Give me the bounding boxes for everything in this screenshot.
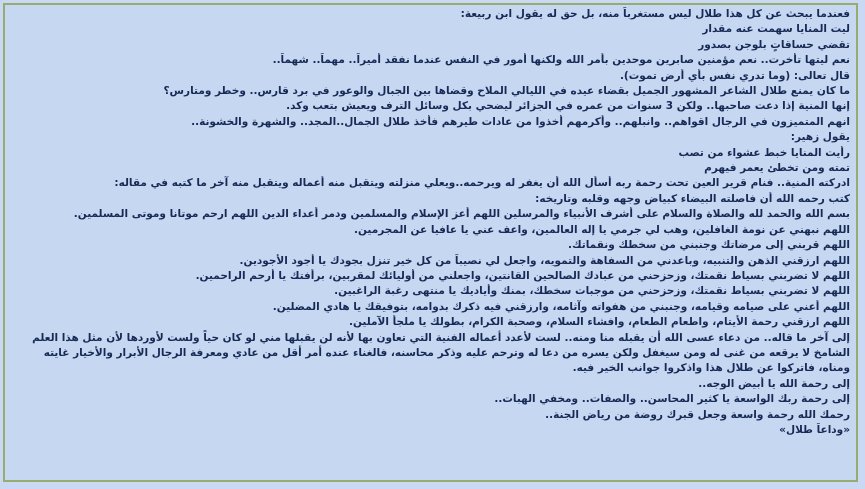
poem-verse: تقضي حساقاتٍ بلوجن بصدور	[698, 38, 850, 51]
text-line: انهم المتميزون في الرجال اقواهم.. وانبلهم.. وأكرمهم أخذوا من عادات طيرهم فأخذ طلال الجمال..المجد.. والشهرة والخشونة..	[191, 115, 850, 128]
farewell-line: «وداعاً طلال»	[779, 423, 850, 436]
poem-verse: ليت المنايا سهمت عنه مقدار	[702, 23, 850, 36]
prayer-line: اللهم أعني على صيامه وقيامه، وجنبني من هفواته وآثامه، وارزقني فيه ذكرك بدوامه، بتوفيقك يا هادي المضلين.	[272, 300, 850, 313]
text-line: رحمك الله رحمة واسعة وجعل قبرك روضة من رياض الجنة..	[545, 408, 850, 421]
prayer-line: بسم الله والحمد لله والصلاة والسلام على أشرف الأنبياء والمرسلين اللهم أعز الإسلام والمسلمين ودمر أعداء الدين اللهم ارحم موتانا وموتى المسلمين.	[73, 208, 850, 221]
text-line: فعندما يبحث عن كل هذا طلال ليس مستغرباً منه، بل حق له يقول ابن ربيعة:	[460, 8, 850, 20]
text-line: يقول زهير:	[790, 131, 850, 144]
article-body	[5, 5, 856, 438]
quran-quote: قال تعالى: (وما تدري نفس بأي أرض تموت).	[619, 69, 850, 82]
article-frame	[3, 3, 858, 482]
text-paragraph: إلى آخر ما قاله.. من دعاء عسى الله أن يقبله منا ومنه.. لست لأعدد أعماله الفنية التي تعاون بها لأنه لن يقبلها مني لو كان حياً ولست لأوردها لأن مثل هذا العلم الشامخ لا يرقعه من غنى له ومن سيغفل ولكن يسره من دعا له وترحم عليه وذكر محاسنه، فالغناء عنده أمر أقل من عادي ومعرفة الرجال الأبرار والأخيار غايته ومناه، فاتركوا عن طلال هذا واذكروا جوانب الخير فيه.	[32, 331, 850, 375]
poem-verse: تمته ومن تخطئ يعمر فيهرم	[704, 162, 850, 175]
prayer-line: اللهم لا تضربني بسياط نقمتك، وزحزحني من عبادك الصالحين القانتين، واجعلني من أوليائك لمقربين، برأفتك يا أرحم الراحمين.	[195, 269, 850, 282]
text-line: كتب رحمه الله أن فاصلته البيضاء كبياض وجهه وقلبه وتاريخه:	[535, 192, 850, 205]
prayer-line: اللهم ارزقني رحمة الأيتام، واطعام الطعام، وافشاء السلام، وصحبة الكرام، بطولك يا ملجأ الآملين.	[348, 316, 850, 329]
text-line: إلى رحمة ربك الواسعة يا كثير المحاسن.. والصفات.. ومخفي الهبات..	[494, 393, 850, 406]
poem-verse: رأيت المنايا خبط عشواء من تصب	[678, 146, 850, 159]
text-line: ما كان يمنع طلال الشاعر المشهور الجميل بقضاء عيده في الليالي الملاح وقضاها بين الجبال والوعور في برد قارس.. وخطر ومتارس؟	[163, 85, 850, 98]
prayer-line: اللهم قربني إلى مرضاتك وجنبني من سخطك ونقماتك.	[568, 239, 850, 252]
text-line: إنها المنية إذا دعت صاحبها.. ولكن 3 سنوات من عمره في الجزائر ليضحي بكل وسائل الترف ويعيش بتعب وكد.	[286, 100, 850, 113]
text-line: نعم ليتها تأخرت.. نعم مؤمنين صابرين موحدين بأمر الله ولكنها أمور في النفس عندما نفقد أميراً.. مهماً.. شهماً..	[272, 54, 850, 67]
prayer-line: اللهم نبهني عن نومة الغافلين، وهب لي جرمي يا إله العالمين، واعف عني يا عافيا عن المجرمين.	[353, 223, 850, 236]
text-line: ادركته المنية.. فنام قرير العين تحت رحمة ربه أسأل الله أن يغفر له ويرحمه..ويعلي منزلته ويتقبل منه أعماله ويتقبل منه آخر ما كتبه في مقاله:	[114, 177, 850, 190]
prayer-line: اللهم لا تضربني بسياط نقمتك، وزحزحني من موجبات سخطك، بمنك وأياديك يا منتهى رغبة الراغبين.	[334, 285, 850, 298]
text-line: إلى رحمة الله يا أبيض الوجه..	[698, 377, 850, 390]
prayer-line: اللهم ارزقني الذهن والتنبيه، وباعدني من السفاهة والتمويه، واجعل لي نصيباً من كل خير تنزل بجودك يا أجود الأجودين.	[239, 254, 850, 267]
